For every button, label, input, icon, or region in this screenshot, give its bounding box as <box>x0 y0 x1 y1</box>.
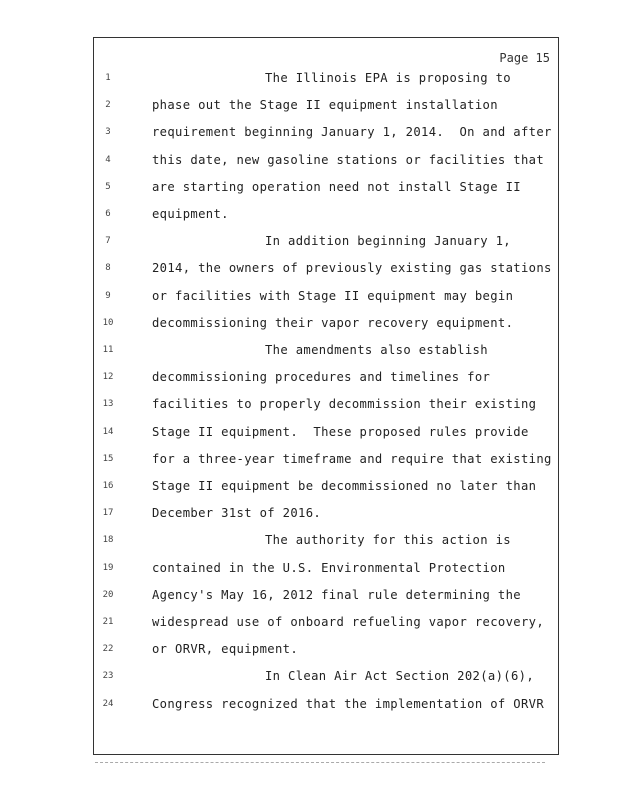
line-text: decommissioning their vapor recovery equipment. <box>152 315 514 330</box>
line-number: 11 <box>102 345 114 355</box>
transcript-line <box>94 533 558 553</box>
transcript-line <box>94 261 558 281</box>
line-text: or facilities with Stage II equipment may begin <box>152 288 514 303</box>
line-text: December 31st of 2016. <box>152 506 322 521</box>
line-text: decommissioning procedures and timelines for <box>152 370 491 385</box>
line-number: 7 <box>105 236 111 247</box>
line-number: 23 <box>102 671 114 682</box>
transcript-line <box>94 642 558 662</box>
line-text: contained in the U.S. Environmental Protection <box>152 560 506 575</box>
bottom-rule <box>95 762 545 763</box>
line-text: facilities to properly decommission their existing <box>152 397 537 412</box>
line-text: The amendments also establish <box>265 343 488 357</box>
line-text: 2014, the owners of previously existing gas stations <box>152 261 552 276</box>
line-number: 12 <box>102 372 114 383</box>
line-text: for a three-year timeframe and require that existing <box>152 451 552 466</box>
transcript-line <box>94 153 558 173</box>
transcript-page <box>93 37 559 755</box>
transcript-line <box>94 125 558 145</box>
line-number: 2 <box>105 100 111 111</box>
line-text: In Clean Air Act Section 202(a)(6), <box>265 669 535 684</box>
line-text: In addition beginning January 1, <box>265 234 511 249</box>
line-number: 5 <box>105 181 111 192</box>
line-number: 9 <box>105 290 111 301</box>
transcript-line <box>94 343 558 363</box>
transcript-line <box>94 697 558 717</box>
line-number: 6 <box>105 209 111 219</box>
line-number: 17 <box>102 508 114 519</box>
line-text: The authority for this action is <box>265 533 511 548</box>
transcript-line <box>94 479 558 499</box>
line-text: Agency's May 16, 2012 final rule determining the <box>152 587 521 602</box>
transcript-line <box>94 207 558 227</box>
transcript-line <box>94 180 558 200</box>
transcript-line <box>94 452 558 472</box>
transcript-line <box>94 425 558 445</box>
line-number: 8 <box>105 263 111 274</box>
line-text: or ORVR, equipment. <box>152 642 299 657</box>
line-number: 18 <box>102 535 114 546</box>
transcript-line <box>94 316 558 336</box>
line-number: 24 <box>102 698 114 709</box>
transcript-line <box>94 71 558 91</box>
transcript-line <box>94 506 558 526</box>
line-text: phase out the Stage II equipment installation <box>152 98 498 113</box>
line-text: equipment. <box>152 207 229 221</box>
transcript-line <box>94 669 558 689</box>
line-text: Congress recognized that the implementation of ORVR <box>152 696 545 711</box>
transcript-line <box>94 370 558 390</box>
line-text: are starting operation need not install Stage II <box>152 179 521 194</box>
line-text: The Illinois EPA is proposing to <box>265 71 511 85</box>
line-number: 4 <box>105 154 111 165</box>
line-number: 16 <box>102 481 114 491</box>
line-text: widespread use of onboard refueling vapor recovery, <box>152 615 545 629</box>
transcript-line <box>94 588 558 608</box>
line-number: 19 <box>102 562 114 573</box>
line-number: 3 <box>105 127 111 138</box>
line-number: 22 <box>102 644 114 655</box>
line-number: 13 <box>102 399 114 410</box>
page-number: Page 15 <box>499 51 550 65</box>
transcript-line <box>94 234 558 254</box>
line-text: requirement beginning January 1, 2014. On and after <box>152 125 552 140</box>
line-number: 10 <box>102 317 114 328</box>
line-text: this date, new gasoline stations or facilities that <box>152 152 545 167</box>
line-number: 15 <box>102 453 114 464</box>
transcript-line <box>94 561 558 581</box>
line-number: 21 <box>102 617 114 627</box>
line-number: 14 <box>102 426 114 437</box>
line-number: 1 <box>105 73 111 83</box>
transcript-line <box>94 98 558 118</box>
line-number: 20 <box>102 589 114 600</box>
line-text: Stage II equipment. These proposed rules provide <box>152 424 529 439</box>
line-text: Stage II equipment be decommissioned no later than <box>152 479 537 493</box>
transcript-line <box>94 615 558 635</box>
transcript-line <box>94 289 558 309</box>
transcript-line <box>94 397 558 417</box>
